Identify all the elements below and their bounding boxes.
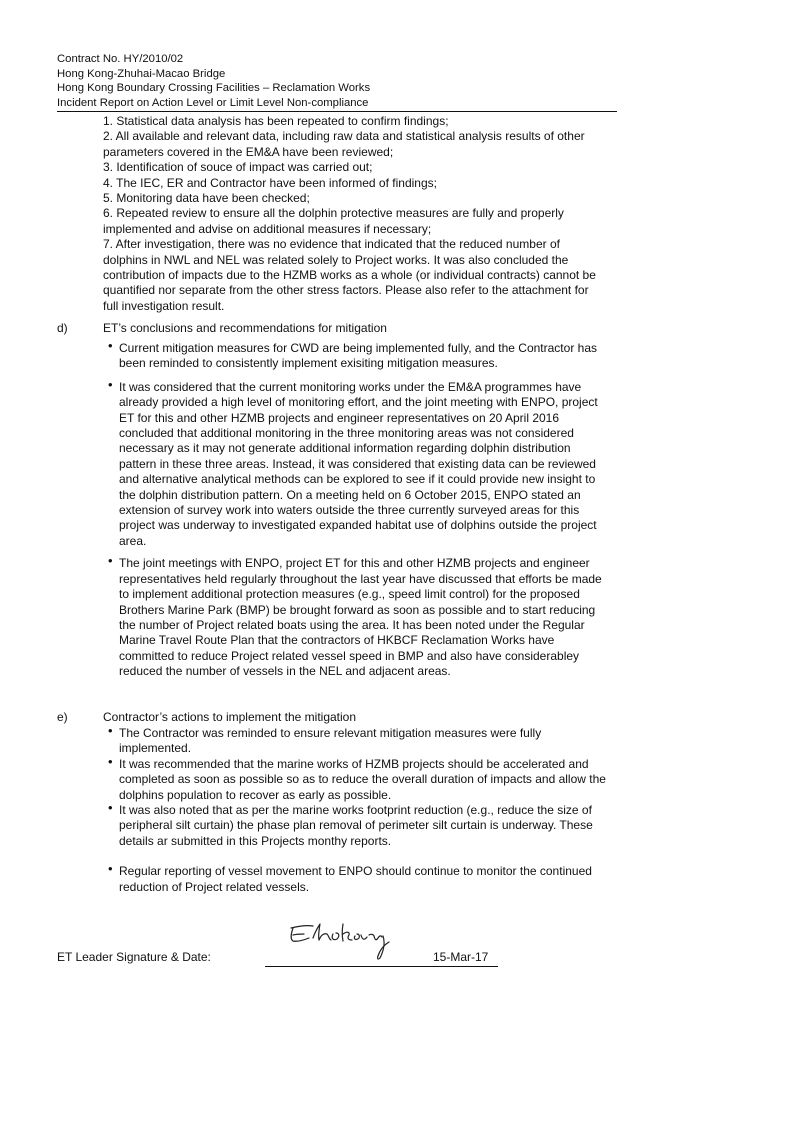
bullet-text: It was considered that the current monitoring works under the EM&A programmes have already provided a high level of monitoring effort, and the joint meeting with ENPO, project ET for this and other HZMB projects and engineer representatives on 20 April 2016 concluded that additional monitoring in the three monitoring areas was not considered necessary as it may not generate additional information regarding dolphin distribution pattern in these three areas. Instead, it was considered that existing data can be reviewed and alternative analytical methods can be explored to see if it could provide new insight to the dolphin distribution pattern. On a meeting held on 6 October 2015, ENPO stated an extension of survey work into waters outside the three currently surveyed areas for this project was underway to investigated expanded habitat use of dolphins outside the project area. [119, 379, 598, 548]
bullet-text: It was recommended that the marine works of HZMB projects should be accelerated and completed as soon as possible so as to reduce the overall duration of impacts and allow the dolphins population to recover as early as possible. [119, 756, 606, 802]
list-item [103, 861, 608, 895]
numbered-item: 4. The IEC, ER and Contractor have been informed of findings; [103, 175, 437, 190]
header-contract-no: Contract No. HY/2010/02 [57, 53, 184, 65]
numbered-item: 1. Statistical data analysis has been repeated to confirm findings; [103, 114, 449, 128]
bullet-text: It was also noted that as per the marine works footprint reduction (e.g., reduce the size of peripheral silt curtain) the phase plan removal of perimeter silt curtain is underway. These details ar submitted in this Projects monthy reports. [119, 803, 593, 848]
section-d-heading [57, 321, 387, 336]
section-e-label: e) [57, 710, 68, 724]
handwritten-signature [285, 914, 395, 966]
numbered-item: 7. After investigation, there was no evidence that indicated that the reduced number of dolphins in NWL and NEL was related solely to Project works. It was also concluded the contribution of impacts due to the HZMB works as a whole (or individual contracts) cannot be quantified nor separate from the other stress factors. Please also refer to the attachment for full investigation result. [103, 237, 596, 313]
numbered-item: 6. Repeated review to ensure all the dolphin protective measures are fully and properly implemented and advise on additional measures if necessary; [103, 206, 564, 236]
document-header [57, 52, 617, 110]
bullet-icon: • [108, 376, 113, 392]
list-item [103, 800, 608, 849]
bullet-text: Current mitigation measures for CWD are being implemented fully, and the Contractor has been reminded to consistently implement exisiting mitigation measures. [119, 341, 597, 371]
section-e-bullets [103, 723, 608, 895]
bullet-icon: • [108, 338, 113, 353]
list-item [103, 723, 608, 757]
header-project-name: Hong Kong-Zhuhai-Macao Bridge [57, 67, 226, 80]
list-item [103, 553, 608, 679]
numbered-list [103, 114, 603, 314]
bullet-icon: • [108, 800, 113, 816]
list-item [103, 338, 608, 372]
section-e-title: Contractor’s actions to implement the mitigation [103, 710, 357, 724]
numbered-item: 5. Monitoring data have been checked; [103, 191, 310, 206]
list-item [103, 753, 608, 803]
bullet-icon: • [108, 861, 113, 877]
bullet-text: The joint meetings with ENPO, project ET for this and other HZMB projects and engineer representatives held regularly throughout the last year have discussed that efforts be made to implement additional protection measures (e.g., speed limit control) for the proposed Brothers Marine Park (BMP) be brought forward as soon as possible and to start reducing the number of Project related boats using the area. It has been noted under the Regular Marine Travel Route Plan that the contractors of HKBCF Reclamation Works have committed to reduce Project related vessel speed in BMP and also have considerabley reduced the number of vessels in the NEL and adjacent areas. [119, 556, 602, 679]
section-e-heading [57, 710, 356, 725]
section-d-label: d) [57, 321, 68, 335]
header-facility-name: Hong Kong Boundary Crossing Facilities – Reclamation Works [57, 82, 371, 95]
signature-date: 15-Mar-17 [433, 950, 489, 964]
signature-label: ET Leader Signature & Date: [57, 950, 211, 964]
bullet-icon: • [108, 753, 113, 769]
bullet-icon: • [108, 553, 113, 569]
header-divider [57, 111, 617, 112]
section-d-title: ET’s conclusions and recommendations for mitigation [103, 321, 387, 335]
list-item [103, 376, 608, 549]
header-report-title: Incident Report on Action Level or Limit Level Non-compliance [57, 96, 369, 109]
numbered-item: 2. All available and relevant data, including raw data and statistical analysis results of other parameters covered in the EM&A have been reviewed; [103, 129, 585, 159]
signature-underline [265, 966, 498, 967]
bullet-text: The Contractor was reminded to ensure relevant mitigation measures were fully implemented. [119, 726, 542, 756]
section-d-bullets [103, 338, 608, 680]
numbered-item: 3. Identification of souce of impact was carried out; [103, 160, 373, 175]
bullet-icon: • [108, 723, 113, 738]
bullet-text: Regular reporting of vessel movement to ENPO should continue to monitor the continued reduction of Project related vessels. [119, 864, 592, 894]
